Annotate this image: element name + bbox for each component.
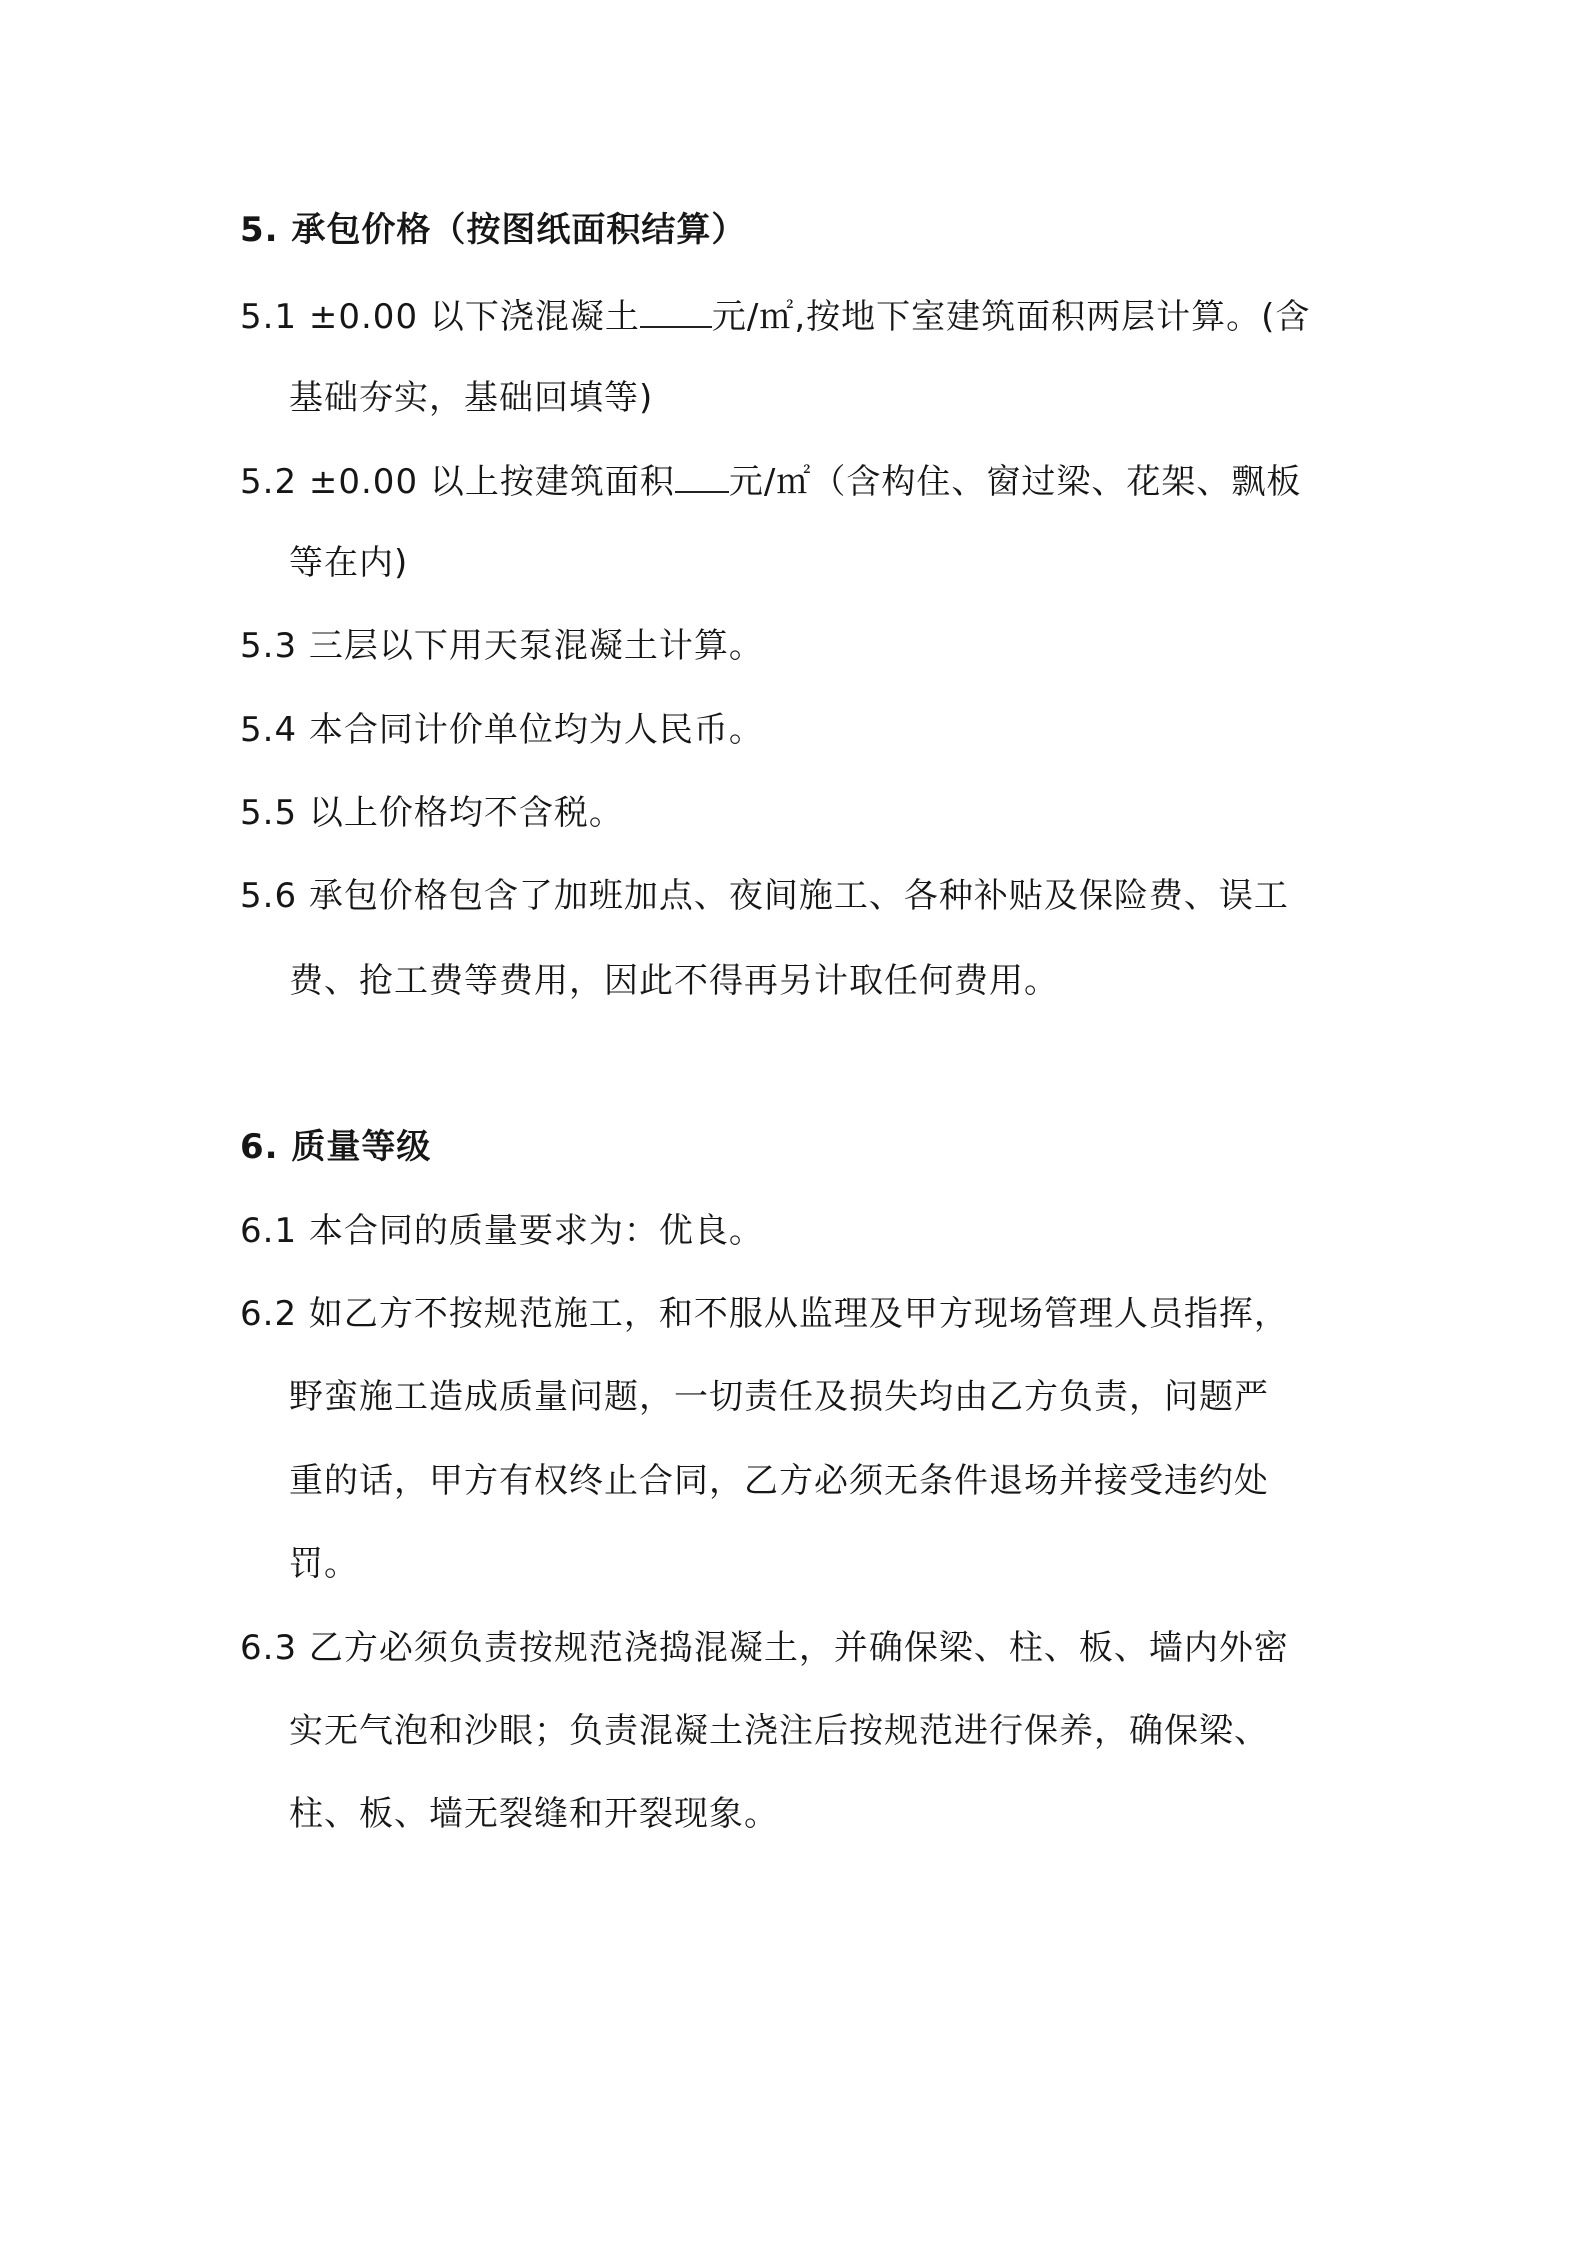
clause-6-2-line-3: 重的话，甲方有权终止合同，乙方必须无条件退场并接受违约处: [289, 1461, 1269, 1501]
clause-5-4: 5.4 本合同计价单位均为人民币。: [240, 710, 764, 750]
clause-5-6-line-1: 5.6 承包价格包含了加班加点、夜间施工、各种补贴及保险费、误工: [240, 876, 1289, 916]
clause-6-1: 6.1 本合同的质量要求为：优良。: [240, 1211, 764, 1251]
clause-6-3-line-2: 实无气泡和沙眼；负责混凝土浇注后按规范进行保养，确保梁、: [289, 1711, 1269, 1751]
clause-5-3: 5.3 三层以下用天泵混凝土计算。: [240, 626, 764, 666]
clause-5-2-line-2: 等在内): [289, 543, 409, 583]
clause-5-1-text-a: 5.1 ±0.00 以下浇混凝土: [240, 297, 640, 337]
clause-6-3-line-1: 6.3 乙方必须负责按规范浇捣混凝土，并确保梁、柱、板、墙内外密: [240, 1628, 1289, 1668]
clause-5-2-text-b: 元/㎡（含构住、窗过梁、花架、飘板: [728, 462, 1302, 502]
clause-5-2-line-1: [240, 455, 1301, 507]
clause-5-2-text-a: 5.2 ±0.00 以上按建筑面积: [240, 462, 675, 502]
clause-5-1-line-2: 基础夯实，基础回填等): [289, 378, 654, 418]
section-6-heading: 6. 质量等级: [240, 1127, 432, 1167]
clause-5-1-text-b: 元/㎡,按地下室建筑面积两层计算。(含: [711, 297, 1311, 337]
clause-6-2-line-4: 罚。: [289, 1544, 359, 1584]
clause-5-1-line-1: [240, 290, 1310, 342]
section-5-heading: 5. 承包价格（按图纸面积结算）: [240, 210, 747, 250]
clause-5-5: 5.5 以上价格均不含税。: [240, 793, 624, 833]
clause-6-2-line-2: 野蛮施工造成质量问题，一切责任及损失均由乙方负责，问题严: [289, 1377, 1269, 1417]
clause-6-2-line-1: 6.2 如乙方不按规范施工，和不服从监理及甲方现场管理人员指挥，: [240, 1294, 1289, 1334]
price-blank-field[interactable]: [675, 455, 729, 493]
clause-6-3-line-3: 柱、板、墙无裂缝和开裂现象。: [289, 1794, 779, 1834]
price-blank-field[interactable]: [640, 290, 712, 328]
clause-5-6-line-2: 费、抢工费等费用，因此不得再另计取任何费用。: [289, 961, 1059, 1001]
